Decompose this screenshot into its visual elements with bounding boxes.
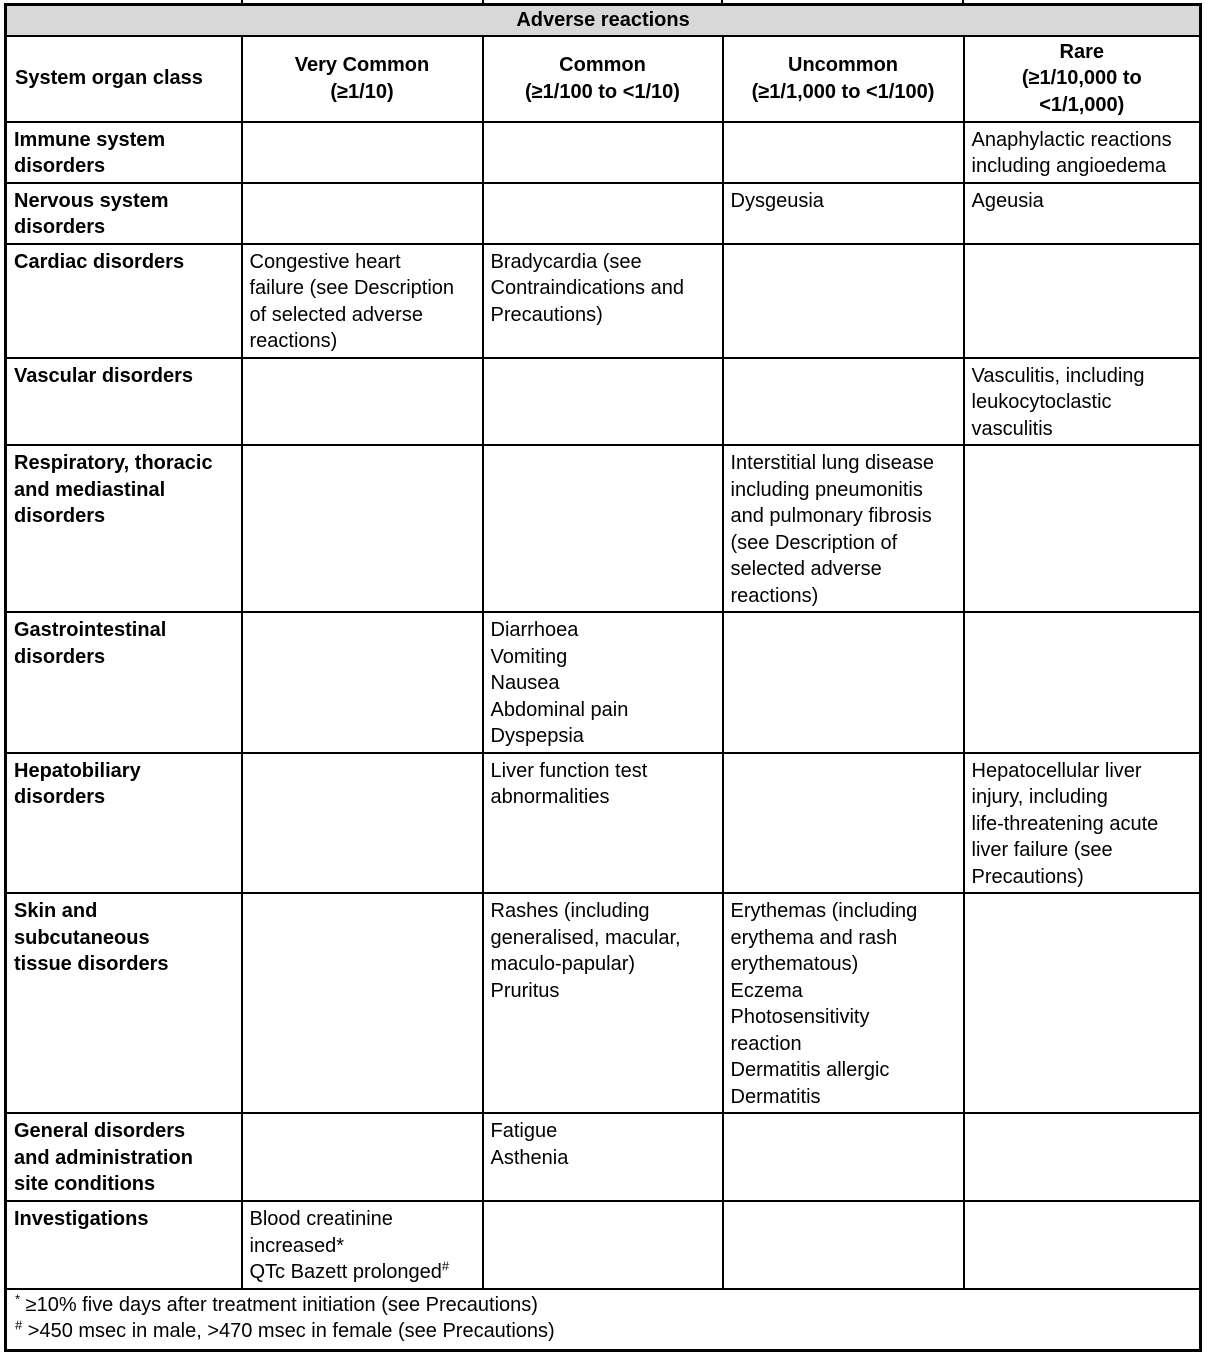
table-row bbox=[6, 753, 1201, 894]
reaction-cell-rare: Vasculitis, including leukocytoclastic vasculitis bbox=[964, 358, 1201, 446]
column-header-rare: Rare (≥1/10,000 to <1/1,000) bbox=[964, 36, 1201, 122]
table-row bbox=[6, 1113, 1201, 1201]
reaction-cell-rare: Hepatocellular liver injury, including life-threatening acute liver failure (see Precautions) bbox=[964, 753, 1201, 894]
reaction-cell-rare bbox=[964, 612, 1201, 753]
reaction-cell-uncommon bbox=[723, 753, 964, 894]
reaction-cell-common: Liver function test abnormalities bbox=[483, 753, 723, 894]
reaction-cell-rare bbox=[964, 893, 1201, 1113]
organ-class-cell: Cardiac disorders bbox=[6, 244, 242, 358]
reaction-cell-common bbox=[483, 358, 723, 446]
table-row bbox=[6, 445, 1201, 612]
reaction-cell-very-common bbox=[242, 122, 483, 183]
reaction-cell-very-common bbox=[242, 445, 483, 612]
reaction-cell-rare bbox=[964, 244, 1201, 358]
footnote-marker-hash: # bbox=[441, 1258, 450, 1274]
reaction-cell-common bbox=[483, 445, 723, 612]
organ-class-cell: Nervous system disorders bbox=[6, 183, 242, 244]
reaction-cell-very-common bbox=[242, 1113, 483, 1201]
reaction-cell-very-common bbox=[242, 753, 483, 894]
organ-class-cell: Investigations bbox=[6, 1201, 242, 1289]
table-row bbox=[6, 122, 1201, 183]
table-row bbox=[6, 1201, 1201, 1289]
table-row bbox=[6, 358, 1201, 446]
reaction-cell-rare: Ageusia bbox=[964, 183, 1201, 244]
adverse-reactions-table bbox=[4, 3, 1202, 1352]
reaction-cell-rare bbox=[964, 1113, 1201, 1201]
organ-class-cell: Immune system disorders bbox=[6, 122, 242, 183]
column-header-very-common: Very Common (≥1/10) bbox=[242, 36, 483, 122]
column-border-tick bbox=[482, 0, 484, 3]
reaction-cell-very-common bbox=[242, 358, 483, 446]
footnote-row bbox=[6, 1289, 1201, 1351]
reaction-cell-uncommon bbox=[723, 358, 964, 446]
organ-class-cell: Skin and subcutaneous tissue disorders bbox=[6, 893, 242, 1113]
organ-class-cell: General disorders and administration site conditions bbox=[6, 1113, 242, 1201]
reaction-cell-rare bbox=[964, 445, 1201, 612]
reaction-cell-uncommon: Erythemas (including erythema and rash erythematous) Eczema Photosensitivity reaction Dermatitis allergic Dermatitis bbox=[723, 893, 964, 1113]
table-row bbox=[6, 612, 1201, 753]
column-header-row bbox=[6, 36, 1201, 122]
table-title: Adverse reactions bbox=[6, 5, 1201, 36]
reaction-cell-common bbox=[483, 1201, 723, 1289]
footnotes-cell bbox=[6, 1289, 1201, 1351]
reaction-cell-uncommon bbox=[723, 612, 964, 753]
reaction-cell-uncommon bbox=[723, 1113, 964, 1201]
organ-class-cell: Respiratory, thoracic and mediastinal disorders bbox=[6, 445, 242, 612]
column-border-tick bbox=[962, 0, 964, 3]
organ-class-cell: Hepatobiliary disorders bbox=[6, 753, 242, 894]
reaction-cell-common: Fatigue Asthenia bbox=[483, 1113, 723, 1201]
reaction-cell-very-common bbox=[242, 612, 483, 753]
reaction-cell-rare bbox=[964, 1201, 1201, 1289]
column-border-tick bbox=[721, 0, 723, 3]
footnote-marker: * bbox=[15, 1290, 21, 1306]
organ-class-cell: Vascular disorders bbox=[6, 358, 242, 446]
reaction-cell-common: Rashes (including generalised, macular, maculo-papular) Pruritus bbox=[483, 893, 723, 1113]
table-row bbox=[6, 183, 1201, 244]
column-border-tick bbox=[241, 0, 243, 3]
table-footer bbox=[6, 1289, 1201, 1351]
reaction-cell-very-common bbox=[242, 893, 483, 1113]
reaction-cell-very-common: Blood creatinine increased* QTc Bazett prolonged# bbox=[242, 1201, 483, 1289]
title-row bbox=[6, 5, 1201, 36]
reaction-cell-uncommon: Dysgeusia bbox=[723, 183, 964, 244]
footnote-marker: # bbox=[15, 1317, 23, 1333]
reaction-cell-common: Diarrhoea Vomiting Nausea Abdominal pain Dyspepsia bbox=[483, 612, 723, 753]
table-row bbox=[6, 244, 1201, 358]
reaction-cell-very-common: Congestive heart failure (see Description of selected adverse reactions) bbox=[242, 244, 483, 358]
reaction-cell-very-common bbox=[242, 183, 483, 244]
column-header-system-organ-class: System organ class bbox=[6, 36, 242, 122]
column-header-common: Common (≥1/100 to <1/10) bbox=[483, 36, 723, 122]
footnote: * ≥10% five days after treatment initiation (see Precautions) bbox=[15, 1290, 538, 1316]
table-row bbox=[6, 893, 1201, 1113]
reaction-cell-common: Bradycardia (see Contraindications and Precautions) bbox=[483, 244, 723, 358]
reaction-cell-uncommon bbox=[723, 122, 964, 183]
reaction-cell-uncommon bbox=[723, 1201, 964, 1289]
organ-class-cell: Gastrointestinal disorders bbox=[6, 612, 242, 753]
table-body bbox=[6, 122, 1201, 1289]
reaction-cell-common bbox=[483, 183, 723, 244]
table-header bbox=[6, 5, 1201, 122]
reaction-cell-uncommon bbox=[723, 244, 964, 358]
footnote: # >450 msec in male, >470 msec in female (see Precautions) bbox=[15, 1317, 555, 1342]
reaction-cell-common bbox=[483, 122, 723, 183]
reaction-cell-uncommon: Interstitial lung disease including pneumonitis and pulmonary fibrosis (see Description of selected adverse reactions) bbox=[723, 445, 964, 612]
cropped-table-edge-artifact bbox=[0, 0, 1205, 3]
reaction-cell-rare: Anaphylactic reactions including angioedema bbox=[964, 122, 1201, 183]
column-header-uncommon: Uncommon (≥1/1,000 to <1/100) bbox=[723, 36, 964, 122]
